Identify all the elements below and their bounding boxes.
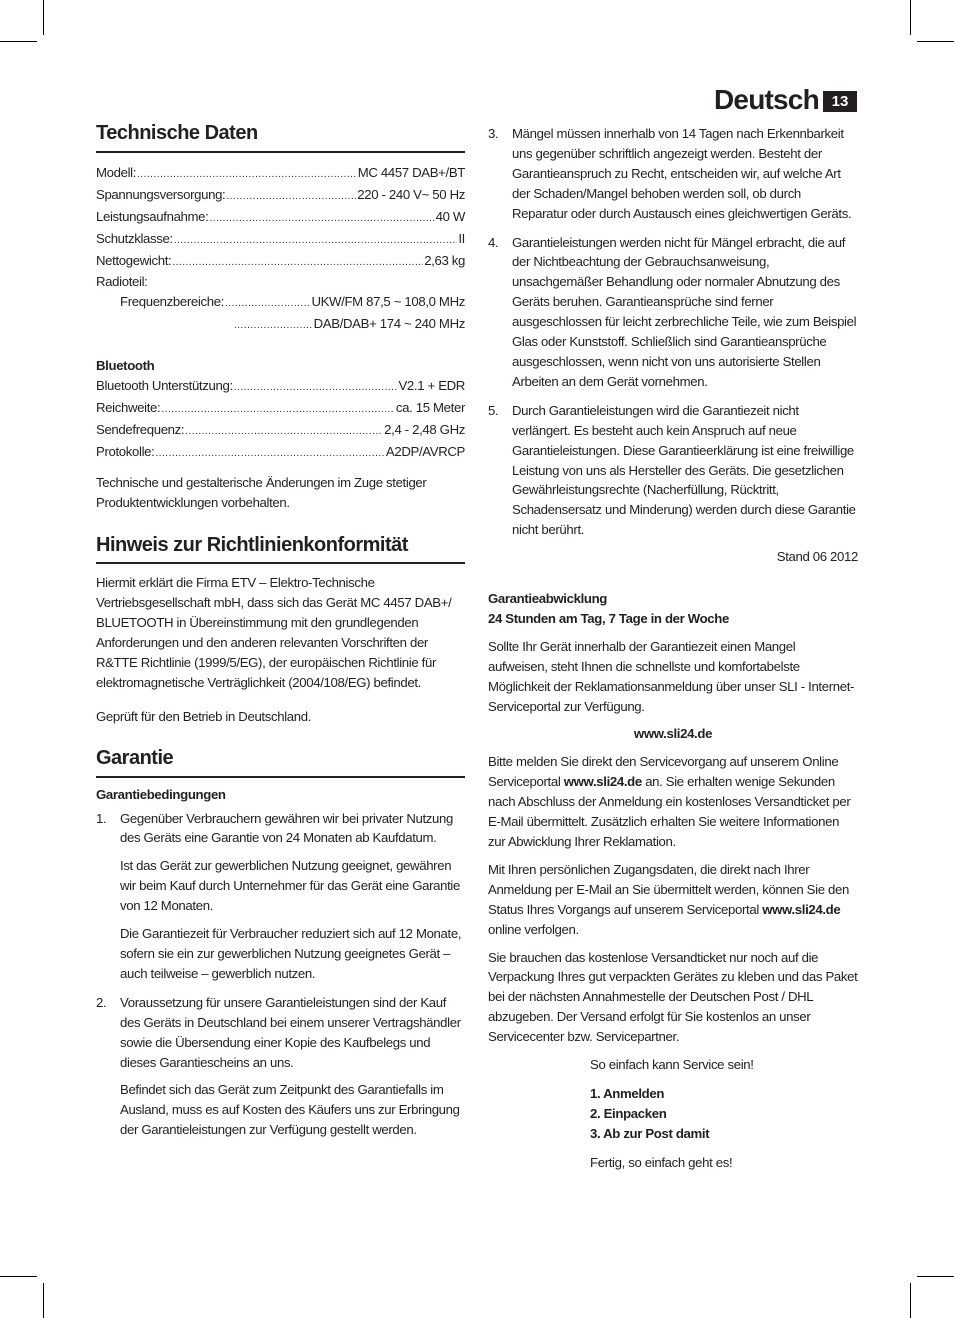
spec-row xyxy=(96,207,465,229)
crop-mark xyxy=(910,1283,911,1318)
service-step: 2. Einpacken xyxy=(590,1105,667,1121)
spec-row xyxy=(96,314,465,336)
right-column xyxy=(488,124,858,1173)
spec-row xyxy=(96,251,465,273)
spec-dots xyxy=(234,378,398,398)
spec-dots xyxy=(155,444,384,464)
crop-mark xyxy=(910,0,911,35)
warranty-item xyxy=(96,809,465,984)
final-line: Fertig, so einfach geht es! xyxy=(590,1154,733,1170)
garantie-heading: Garantie xyxy=(96,745,465,778)
service-url[interactable]: www.sli24.de xyxy=(633,726,713,742)
service-step: 3. Ab zur Post damit xyxy=(590,1125,710,1141)
spec-value: A2DP/AVRCP xyxy=(385,443,465,459)
language-heading: Deutsch xyxy=(714,84,819,115)
hinweis-heading: Hinweis zur Richtlinienkonformität xyxy=(96,532,465,565)
garantiebedingungen-heading: Garantiebedingungen xyxy=(96,786,226,802)
spec-row xyxy=(96,376,465,398)
service-url-link[interactable]: www.sli24.de xyxy=(762,901,841,917)
spec-value: V2.1 + EDR xyxy=(398,378,465,394)
service-hours-heading: 24 Stunden am Tag, 7 Tage in der Woche xyxy=(488,610,729,626)
warranty-list xyxy=(96,809,465,1141)
spec-value: 2,4 - 2,48 GHz xyxy=(384,421,465,437)
stand-date: Stand 06 2012 xyxy=(776,549,858,565)
steps-list xyxy=(590,1084,858,1144)
garantieabwicklung-heading: Garantieabwicklung xyxy=(488,591,608,607)
spec-label: Protokolle: xyxy=(96,443,155,459)
technische-daten-heading: Technische Daten xyxy=(96,120,465,153)
hinweis-text-2: Geprüft für den Betrieb in Deutschland. xyxy=(96,708,312,724)
service-url-link[interactable]: www.sli24.de xyxy=(563,774,642,790)
warranty-list-continued xyxy=(488,124,858,540)
spec-label: Leistungsaufnahme: xyxy=(96,208,209,224)
crop-mark xyxy=(43,0,44,35)
spec-label: Reichweite: xyxy=(96,399,161,415)
spec-label: Nettogewicht: xyxy=(96,252,172,268)
abwicklung-paragraph-1: Sollte Ihr Gerät innerhalb der Garantiezeit einen Mangel aufweisen, steht Ihnen die schnellste und komfortabelste Möglichkeit der Reklamationsanmeldung über unser SLI - Internet-Serviceportal zur Verfügung. xyxy=(488,638,855,714)
crop-mark xyxy=(43,1283,44,1318)
spec-dots xyxy=(137,165,357,185)
warranty-item xyxy=(488,233,858,392)
spec-label: Schutzklasse: xyxy=(96,230,173,246)
spec-row xyxy=(96,292,465,314)
abwicklung-paragraph-3: Mit Ihren persönlichen Zugangsdaten, die direkt nach Ihrer Anmeldung per E-Mail an Sie übermittelt werden, können Sie den Status Ihres Vorgangs auf unserem Serviceportal www.sli24.de online verfolgen. xyxy=(488,861,849,937)
spec-label: Frequenzbereiche: xyxy=(120,294,225,310)
item-paragraph: Die Garantiezeit für Verbraucher reduziert sich auf 12 Monate, sofern sie ein zur gewerblichen Nutzung geeignetes Gerät – auch teilweise – gewerblich nutzen. xyxy=(120,926,462,981)
item-number: 3. xyxy=(488,126,499,141)
item-paragraph: Befindet sich das Gerät zum Zeitpunkt des Garantiefalls im Ausland, muss es auf Kosten des Käufers uns zur Erbringung der Garantieleistungen zur Verfügung gestellt werden. xyxy=(120,1082,460,1138)
spec-value: UKW/FM 87,5 ~ 108,0 MHz xyxy=(311,294,465,310)
spec-row xyxy=(96,420,465,442)
item-paragraph: Mängel müssen innerhalb von 14 Tagen nach Erkennbarkeit uns gegenüber schriftlich angezeigt werden. Besteht der Garantieanspruch zu Recht, entscheiden wir, auf welche Art der Schaden/Mangel behoben werden soll, ob durch Reparatur oder durch Austausch eines gleichwertigen Geräts. xyxy=(512,126,852,221)
spec-value: II xyxy=(458,230,465,246)
spec-dots xyxy=(209,209,434,229)
spec-row xyxy=(96,442,465,464)
hinweis-text: Hiermit erklärt die Firma ETV – Elektro-Technische Vertriebsgesellschaft mbH, dass sich das Gerät MC 4457 DAB+/ BLUETOOTH in Übereinstimmung mit den grundlegenden Anforderungen und den anderen relevanten Vorschriften der R&TTE Richtlinie (1999/5/EG), der europäischen Richtlinie für elektromagnetische Verträglichkeit (2004/108/EG) befindet. xyxy=(96,575,452,690)
spec-dots xyxy=(226,187,356,207)
item-number: 1. xyxy=(96,810,107,826)
crop-mark xyxy=(0,1276,37,1277)
spec-dots xyxy=(174,231,458,251)
bluetooth-heading: Bluetooth xyxy=(96,358,155,374)
spec-dots xyxy=(225,294,310,314)
warranty-item xyxy=(488,401,858,540)
abwicklung-paragraph-4: Sie brauchen das kostenlose Versandticket nur noch auf die Verpackung Ihres gut verpackten Gerätes zu kleben und das Paket bei der nächsten Annahmestelle der Deutschen Post / DHL abzugeben. Der Versand erfolgt für Sie kostenlos an unser Servicecenter bzw. Servicepartner. xyxy=(488,949,858,1045)
radioteil-label: Radioteil: xyxy=(96,274,148,290)
spec-label: Sendefrequenz: xyxy=(96,421,185,437)
abwicklung-paragraph-2: Bitte melden Sie direkt den Servicevorgang auf unserem Online Serviceportal www.sli24.de an. Sie erhalten wenige Sekunden nach Abschluss der Anmeldung ein kostenloses Versandticket per E-Mail übermittelt. Zusätzlich erhalten Sie weitere Informationen zur Abwicklung Ihrer Reklamation. xyxy=(488,754,851,849)
item-paragraph: Gegenüber Verbrauchern gewähren wir bei privater Nutzung des Geräts eine Garantie von 24 Monaten ab Kaufdatum. xyxy=(120,810,454,846)
spec-label: Bluetooth Unterstützung: xyxy=(96,378,233,394)
left-column xyxy=(96,120,465,1140)
spec-row xyxy=(96,185,465,207)
spec-dots xyxy=(185,422,383,442)
crop-mark xyxy=(917,1276,954,1277)
technical-note: Technische und gestalterische Änderungen im Zuge stetiger Produktentwicklungen vorbehalten. xyxy=(96,474,427,510)
bluetooth-spec-list xyxy=(96,376,465,464)
crop-mark xyxy=(917,41,954,42)
spec-dots xyxy=(234,316,313,336)
service-slogan: So einfach kann Service sein! xyxy=(590,1057,754,1073)
warranty-item xyxy=(96,993,465,1140)
spec-value: 2,63 kg xyxy=(424,252,465,268)
item-paragraph: Voraussetzung für unsere Garantieleistungen sind der Kauf des Geräts in Deutschland bei einem unserer Vertragshändler sowie die Übersendung einer Kopie des Kaufbelegs und dieses Garantiescheins an uns. xyxy=(120,994,461,1070)
spec-value: DAB/DAB+ 174 ~ 240 MHz xyxy=(313,316,465,332)
spec-list xyxy=(96,163,465,273)
spec-label: Modell: xyxy=(96,164,137,180)
item-number: 4. xyxy=(488,234,499,250)
spec-row xyxy=(96,163,465,185)
spec-value: MC 4457 DAB+/BT xyxy=(357,164,465,180)
item-number: 2. xyxy=(96,994,107,1010)
spec-value: ca. 15 Meter xyxy=(395,399,465,415)
item-paragraph: Durch Garantieleistungen wird die Garantiezeit nicht verlängert. Es besteht auch kein Anspruch auf neue Garantieleistungen. Diese Garantieerklärung ist eine freiwillige Leistung von uns als Hersteller des Geräts. Die gesetzlichen Gewährleistungsrechte (Nacherfüllung, Rücktritt, Schadensersatz und Minderung) werden durch diese Garantie nicht berührt. xyxy=(512,402,856,538)
crop-mark xyxy=(0,41,37,42)
spec-dots xyxy=(161,400,395,420)
spec-value: 220 - 240 V~ 50 Hz xyxy=(357,186,465,202)
item-paragraph: Ist das Gerät zur gewerblichen Nutzung geeignet, gewähren wir beim Kauf durch Unternehmer für das Gerät eine Garantie von 12 Monaten. xyxy=(120,858,460,914)
service-step: 1. Anmelden xyxy=(590,1085,665,1101)
spec-row xyxy=(96,398,465,420)
item-paragraph: Garantieleistungen werden nicht für Mängel erbracht, die auf der Nichtbeachtung der Gebrauchsanweisung, unsachgemäßer Behandlung oder normaler Abnutzung des Geräts beruhen. Garantieansprüche sind ferner ausgeschlossen für leicht zerbrechliche Teile, wie zum Beispiel Glas oder Kunststoff. Schließlich sind Garantieansprüche ausgeschlossen, wenn nicht von uns autorisierte Stellen Arbeiten an dem Gerät vornehmen. xyxy=(512,234,857,389)
spec-value: 40 W xyxy=(435,208,465,224)
spec-label: Spannungsversorgung: xyxy=(96,186,226,202)
page-number: 13 xyxy=(823,91,857,112)
spec-row xyxy=(96,229,465,251)
spec-dots xyxy=(172,253,423,273)
item-number: 5. xyxy=(488,402,499,418)
warranty-item xyxy=(488,124,858,224)
